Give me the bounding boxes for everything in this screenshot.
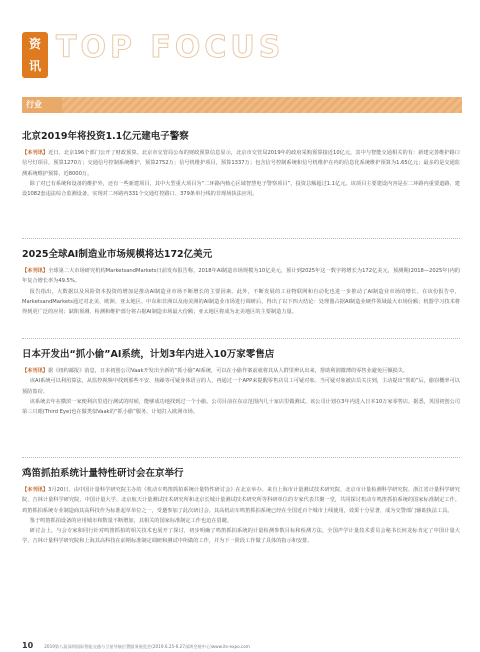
source-tag: 【本刊讯】 [22, 150, 49, 156]
article-paragraph [22, 287, 460, 318]
source-tag: 【本刊讯】 [22, 368, 48, 374]
section-bar [22, 97, 462, 113]
article-title: 鸡笛抓拍系统计量特性研讨会在京举行 [22, 468, 184, 479]
article-paragraph [22, 397, 460, 418]
source-tag: 【本刊讯】 [22, 268, 49, 274]
divider [22, 338, 460, 339]
article-paragraph [22, 485, 460, 516]
column-badge-char-1: 资 [28, 37, 41, 51]
source-tag: 【本刊讯】 [22, 487, 49, 493]
article-paragraph [22, 179, 460, 200]
column-badge-char-2: 讯 [28, 59, 41, 73]
paragraph-text: 报告指出，大数据以及风险资本投资的增加是推动AI制造业市场不断增长的主要因素。此外，不断发展的工业物联网和自动化也进一步推动了AI制造业市场的增长。在该份报告中，MarketsandMarkets通过对北美、欧洲、亚太地区、中东和非洲以及南美洲的AI制造业市场进行调研后，得出了以下四大结论：处理器占据AI制造业硬件领域最大市场份额；机器学习技术将得到更广泛的应用；缺陷预测、检测和维护部分将占据AI制造市场最大份额；亚太地区将成为北美地区的主要制造力量。 [22, 288, 460, 316]
article-4 [22, 465, 460, 547]
column-header [22, 32, 462, 80]
article-paragraph [22, 148, 460, 179]
footer-text: 2019第八届深圳国际智能交通与卫星导航位置服务展览会(2019.6.25-6.27深圳会展中心)www.its-expo.com [44, 644, 250, 649]
paragraph-text: 该系统去年在横滨一家便利店里进行测试的时候，能够成功地找到过一个小偷。公司目前在东京范围内几十家店里做测试。该公司计划在3年内进入日本10万家零售店。据悉，英国初创公司第三只眼(Third Eye)也在做类似Vaak的“抓小偷”服务，计划打入欧洲市场。 [22, 398, 460, 416]
paragraph-text: 3月20日，由中国计量科学研究院主办的《机动车鸣笛抓拍系统计量特性研讨会》在北京举办。来自上海市计量测试技术研究院、北京市计量检测科学研究院、浙江省计量科学研究院、吉林计量科学研究院、中国计量大学、北京航天计量测试技术研究所和北京长城计量测试技术研究所等科研单位的专家代表共聚一堂，共同探讨机动车鸣笛抓拍系统的国家标准制定工作。鸡笛抓拍系统专业制造商其高科技作为标准起草单位之一，受邀参加了此次研讨会。其高机动车鸣笛抓拍系统已经在全国近百个城市上线使用，效果十分显著，成为交警部门辅助执法工具。 [22, 487, 460, 514]
article-1 [22, 128, 460, 199]
paragraph-text: 研讨会上，与会专家和同行针对鸣笛抓拍的相关技术也展开了探讨，初步明确了鸣笛抓拍系统的计量检测参数目标和检测方法，全国声学计量技术委员会秘书长何龙标肯定了中国计量大学、吉林计量科学研究院和上海其高科技在前期标准制定调研和测试中所做的工作，并为下一阶段工作做了具体的指示和安排。 [22, 528, 460, 545]
article-2 [22, 246, 460, 317]
article-title: 北京2019年将投资1.1亿元建电子警察 [22, 131, 189, 142]
page-footer [22, 633, 460, 650]
section-label: 行业 [22, 97, 46, 113]
column-title-watermark: TOP FOCUS [56, 30, 285, 65]
paragraph-text: 近日，北京196个部门公开了财政预算。北京市交管局公布的财政预算信息显示，北京市交管局2019年的政府采购预算接近10亿元，其中与智能交通相关的有：新建完善维护路口信号灯项目，预算1270万；交通信号控制系统维护，预算2752万；信号机维护项目，预算1337万；包含信号控制系统和信号机维护在内的信息化系统维护预算为1.65亿元；最多的是交通监测系统维护预算，近8000万。 [22, 150, 460, 177]
article-paragraph [22, 526, 460, 547]
article-paragraph [22, 266, 460, 287]
article-paragraph [22, 366, 460, 376]
paragraph-text: 该AI系统可以利用算法，从监控视频中找到那些不安、焦躁等可疑身体语言的人，再通过一个APP来提醒零售店员工可疑对象。当可疑对象被店员关注到，主动提出“帮助”后，偷窃概率可以预防盗窃。 [22, 378, 460, 395]
section-bar-stripes [62, 97, 462, 113]
article-paragraph [22, 376, 460, 397]
paragraph-text: 除了对已有系统和设备的维护外，还有一些新建项目，其中大型重大项目为“二环路内核心区域智慧电子警察项目”，投资总额超过1.1亿元。该项目主要建设内容是在二环路内重要道路，建设1082套违法综合监测设备，实现对二环路内331个交通灯控路口、379条单行线的非现场执法应用。 [22, 180, 460, 198]
article-paragraph [22, 516, 460, 526]
article-title: 2025全球AI制造业市场规模将达172亿美元 [22, 249, 213, 260]
article-3 [22, 346, 460, 417]
page-number: 10 [22, 641, 34, 650]
paragraph-text: 全球第二大市场研究机构MarketsandMarkets日前发布报告称，2018年AI制造市场规模为10亿美元，预计到2025年这一数字将增长为172亿美元，预测期(2018—2025年)内的年复合增长率为49.5%。 [22, 268, 460, 285]
article-title: 日本开发出“抓小偷”AI系统，计划3年内进入10万家零售店 [22, 349, 275, 360]
column-badge [22, 32, 48, 78]
paragraph-text: 据《纽约邮报》消息，日本初创公司Vaak开发出全新的“抓小偷”AI系统，可以在小偷作案前就将其从人群里辨认出来，帮助利润微薄的零售业避免巨额损失。 [47, 368, 409, 374]
divider [22, 238, 460, 239]
divider [22, 457, 460, 458]
paragraph-text: 鉴于鸣笛抓拍设备的应用城市和数量不断增加，其相关的国家标准制定工作也迫在眉睫。 [29, 517, 233, 524]
